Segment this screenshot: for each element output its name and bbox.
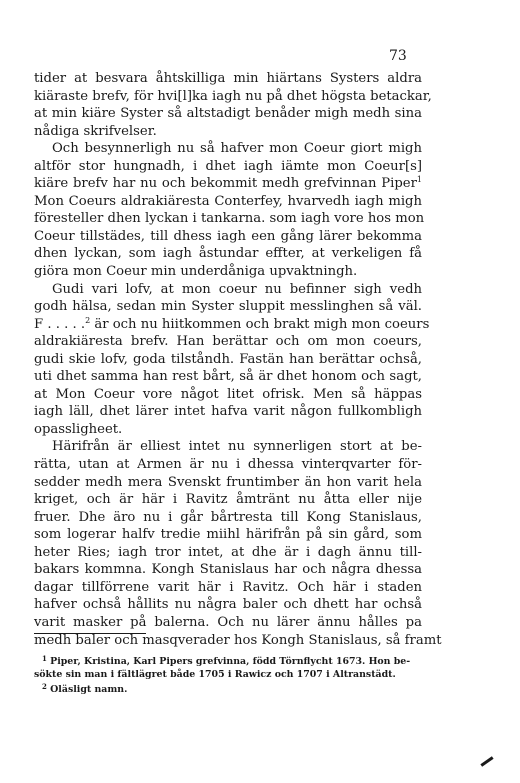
text-line: altför stor hungnadh, i dhet iagh iämte mon Coeur[s] (34, 158, 422, 174)
text-line: varit masker på balerna. Och nu lärer ännu hålles pa (34, 614, 422, 630)
text-line: godh hälsa, sedan min Syster sluppit messlinghen så väl. (34, 299, 422, 315)
footnote: $^2$ Oläsligt namn. (42, 682, 128, 695)
text-line: nådiga skrifvelser. (34, 123, 157, 139)
text-line: fruer. Dhe äro nu i går bårtresta till Kong Stanislaus, (34, 509, 422, 525)
text-line: dhen lyckan, som iagh åstundar effter, at verkeligen få (34, 246, 422, 262)
text-line: dagar tillförrene varit här i Ravitz. Och här i staden (34, 579, 422, 595)
text-line: Gudi vari lofv, at mon coeur nu befinner sigh vedh (52, 281, 422, 297)
footnote-number: 1 (42, 654, 47, 663)
ink-mark (480, 756, 493, 766)
text-line: heter Ries; iagh tror intet, at dhe är i dagh ännu till- (34, 544, 422, 560)
text-line: Och besynnerligh nu så hafver mon Coeur giort migh (52, 141, 422, 157)
text-line: Coeur tillstädes, till dhess iagh een gång lärer bekomma (34, 228, 422, 244)
text-line: kiäraste brefv, för hvi[l]ka iagh nu på dhet högsta betackar, (34, 88, 432, 104)
footnote-ref: 2 (85, 315, 91, 325)
footnote: $^1$ Piper, Kristina, Karl Pipers grefvinna, född Törnflycht 1673. Hon be- (42, 654, 411, 667)
text-line: at Mon Coeur vore något litet ofrisk. Men så häppas (34, 386, 422, 402)
footnotes (34, 653, 422, 697)
footnote-number: 2 (42, 682, 47, 691)
body-text (34, 70, 442, 649)
text-line: at min kiäre Syster så altstadigt benåder migh medh sina (34, 106, 422, 122)
footnote: sökte sin man i fältlägret både 1705 i Rawicz och 1707 i Altranstädt. (34, 668, 396, 680)
text-line: Mon Coeurs aldrakiäresta Conterfey, hvarvedh iagh migh (34, 193, 422, 209)
text-line: giöra mon Coeur min underdåniga upvaktningh. (34, 264, 358, 280)
text-line: medh baler och masqverader hos Kongh Stanislaus, så framt (34, 632, 442, 648)
text-line: iagh läll, dhet lärer intet hafva varit någon fullkombligh (34, 404, 422, 420)
footnote-divider (34, 633, 146, 634)
footnote-ref: 1 (416, 175, 422, 185)
page-number: 73 (389, 48, 407, 64)
text-line: kriget, och är här i Ravitz åmtränt nu åtta eller nije (34, 492, 422, 508)
text-line: föresteller dhen lyckan i tankarna. som iagh vore hos mon (34, 211, 425, 227)
text-line: gudi skie lofv, goda tilståndh. Fastän han berättar ochså, (34, 351, 422, 367)
text-line: tider at besvara åhtskilliga min hiärtans Systers aldra (34, 71, 422, 86)
text-line: opassligheet. (34, 421, 123, 437)
text-line: som logerar halfv tredie miihl härifrån på sin gård, som (34, 527, 422, 543)
text-line: kiäre brefv har nu och bekommit medh grefvinnan Piper$^1$ (34, 175, 422, 192)
text-line: Härifrån är elliest intet nu synnerligen stort at be- (52, 439, 422, 455)
text-line: hafver ochså hållits nu några baler och dhett har ochså (34, 597, 422, 613)
text-line: rätta, utan at Armen är nu i dhessa vinterqvarter för- (34, 457, 422, 473)
text-line: uti dhet samma han rest bårt, så är dhet honom och sagt, (34, 369, 422, 385)
text-line: bakars kommna. Kongh Stanislaus har och några dhessa (34, 562, 422, 578)
text-line: aldrakiäresta brefv. Han berättar och om mon coeurs, (34, 334, 422, 350)
text-line: F . . . . .$^2$ är och nu hiitkommen och brakt migh mon coeurs (34, 315, 430, 332)
text-line: sedder medh mera Svenskt fruntimber än hon varit hela (34, 474, 422, 490)
